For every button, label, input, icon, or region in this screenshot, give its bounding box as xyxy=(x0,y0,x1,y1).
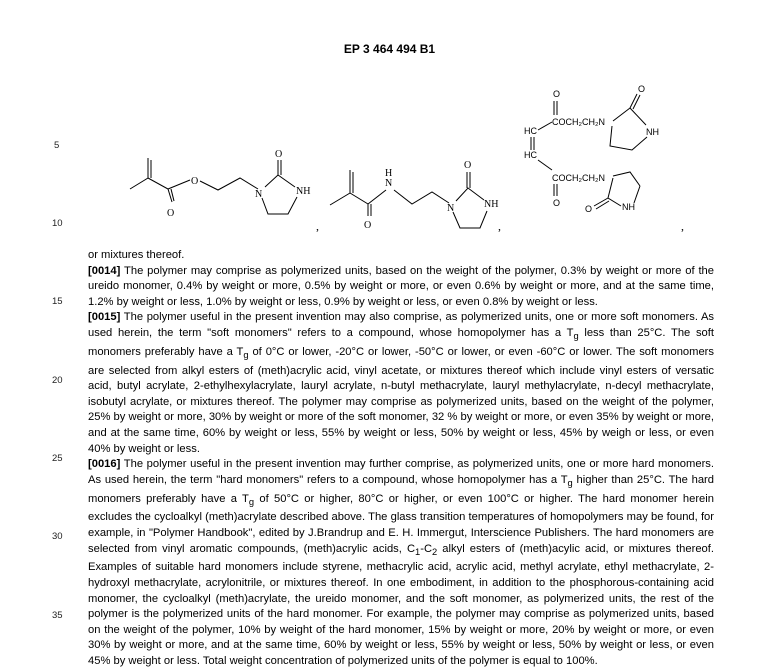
subscript: 1 xyxy=(415,546,421,557)
paragraph-text: of 50°C or higher, 80°C or higher, or even 100°C or higher. The hard monomer herein excludes the cycloalkyl (meth)acrylate described above. The glass transition temperatures of homopolymers may be found, for example, in "Polymer Handbook", edited by J.Brandrup and E. H. Immergut, Interscience Publishers. The hard monomers are selected from vinyl aromatic compounds, (meth)acrylic acids, C xyxy=(88,492,714,555)
atom-o-ester: O xyxy=(191,176,199,187)
atom-o-ring: O xyxy=(464,160,472,171)
paragraph-text: less than 25°C. The soft monomers preferably have a T xyxy=(88,326,714,358)
subscript: g xyxy=(567,478,573,489)
paragraph-tag: [0016] xyxy=(88,458,121,471)
atom-nh-top: NH xyxy=(646,127,659,137)
subscript: g xyxy=(573,331,579,342)
atom-o-top: O xyxy=(553,89,561,99)
paragraph-text: -C xyxy=(420,542,433,555)
intro-line: or mixtures thereof. xyxy=(88,249,185,261)
paragraph-tag: [0014] xyxy=(88,264,121,277)
atom-h: H xyxy=(385,168,393,179)
atom-o-bottom: O xyxy=(553,198,561,208)
structure-1-ureido-methacrylate xyxy=(130,149,310,219)
paragraph-text: The polymer useful in the present invention may further comprise, as polymerized units, one or more hard monomers. As used herein, the term "hard monomers" refers to a compound, whose homopolymer has a T xyxy=(88,458,715,486)
chain-top: COCH₂CH₂N xyxy=(552,117,605,127)
atom-n1: N xyxy=(255,189,263,200)
line-number: 25 xyxy=(52,453,63,464)
paragraph-text: alkyl esters of (meth)acylic acid, or mixtures thereof. Examples of suitable hard monomers include styrene, methacrylic acid, acrylic acid, methyl acrylate, ethyl methacrylate, 2-hydroxyl methacrylate, acrylonitrile, or mixtures thereof. In one embodiment, in addition to the phosphorous-containing acid monomer, the cycloalkyl (meth)acrylate, the ureido monomer, and the soft monomer, as polymerized units, the rest of the polymer is the polymerized units of the hard monomer. For example, the polymer may comprise as polymerized units, based on the weight of the polymer, 10% by weight of the hard monomer, 15% by weight or more, 20% by weight or more, or even 30% by weight or more, and at the same time, 60% by weight or less, 55% by weight or less, 50% by weight or less, or even 45% by weight or less. Total weight concentration of polymerized units of the polymer is equal to 100%. xyxy=(88,542,714,668)
subscript: g xyxy=(248,496,255,507)
line-number: 20 xyxy=(52,375,63,386)
paragraph-text: higher than 25°C. The hard monomers preferably have a T xyxy=(88,473,714,505)
atom-n1: N xyxy=(447,203,455,214)
patent-number-header: EP 3 464 494 B1 xyxy=(343,42,436,56)
chain-bottom: COCH₂CH₂N xyxy=(552,173,605,183)
atom-nh: NH xyxy=(296,186,311,197)
atom-n-chain: N xyxy=(385,178,393,189)
line-number: 10 xyxy=(52,218,63,229)
separator-comma: , xyxy=(316,219,319,233)
paragraph-text: The polymer may comprise as polymerized units, based on the weight of the polymer, 0.3% by weight or more of the ureido monomer, 0.4% by weight or more, 0.5% by weight or more, or even 0.6% by weight or more, and at the same time, 1.2% by weight or less, 1.0% by weight or less, 0.9% by weight or less, or even 0.8% by weight or less. xyxy=(88,264,715,308)
hc-bottom: HC xyxy=(524,150,537,160)
paragraph-text: of 0°C or lower, -20°C or lower, -50°C or lower, or even -60°C or lower. The soft monomers are selected from alkyl esters of (meth)acrylic acid, vinyl acetate, or mixtures thereof which include vinyl esters of versatic acid, butyl acrylate, 2-ethylhexylacrylate, lauryl acrylate, n-butyl methacrylate, lauryl methylacrylate, n-decyl methacrylate, isobutyl acrylate, or mixtures thereof. The polymer may comprise as polymerized units, based on the weight of the polymer, 25% by weight or more, 30% by weight or more of the soft monomer, 32 % by weight or more, or even 35% by weight or more, and at the same time, 60% by weight or less, 55% by weight or less, 50% by weight or less, 45% by weigh or less, or even 40% by weight or less. xyxy=(88,345,714,455)
paragraph-0014 xyxy=(88,264,714,311)
separator-comma: , xyxy=(498,219,501,233)
line-number: 15 xyxy=(52,296,63,307)
structure-drawings xyxy=(0,0,779,250)
atom-nh: NH xyxy=(484,199,499,210)
atom-o-ring-top: O xyxy=(638,84,646,94)
subscript: 2 xyxy=(432,546,438,557)
subscript: g xyxy=(243,350,249,361)
paragraph-0016 xyxy=(88,457,714,669)
line-number: 35 xyxy=(52,610,63,621)
paragraph-tag: [0015] xyxy=(88,311,121,324)
atom-o-bottom: O xyxy=(167,208,175,219)
structure-3-bis-ureido-maleate xyxy=(524,84,659,214)
atom-o-ring-bottom: O xyxy=(585,204,593,214)
chemical-structures xyxy=(0,0,779,250)
hc-top: HC xyxy=(524,126,537,136)
paragraph-0015 xyxy=(88,310,714,457)
patent-body xyxy=(88,248,714,670)
atom-o-bottom: O xyxy=(364,220,372,231)
atom-o-ring: O xyxy=(275,149,283,160)
atom-nh-bottom: NH xyxy=(622,202,635,212)
paragraph-text: The polymer useful in the present invention may also comprise, as polymerized units, one or more soft monomers. As used herein, the term "soft monomers" refers to a compound, whose homopolymer has a T xyxy=(88,311,714,339)
line-number: 5 xyxy=(54,140,60,151)
separator-comma: , xyxy=(681,219,684,233)
line-number: 30 xyxy=(52,531,63,542)
structure-2-ureido-methacrylamide xyxy=(330,160,498,231)
